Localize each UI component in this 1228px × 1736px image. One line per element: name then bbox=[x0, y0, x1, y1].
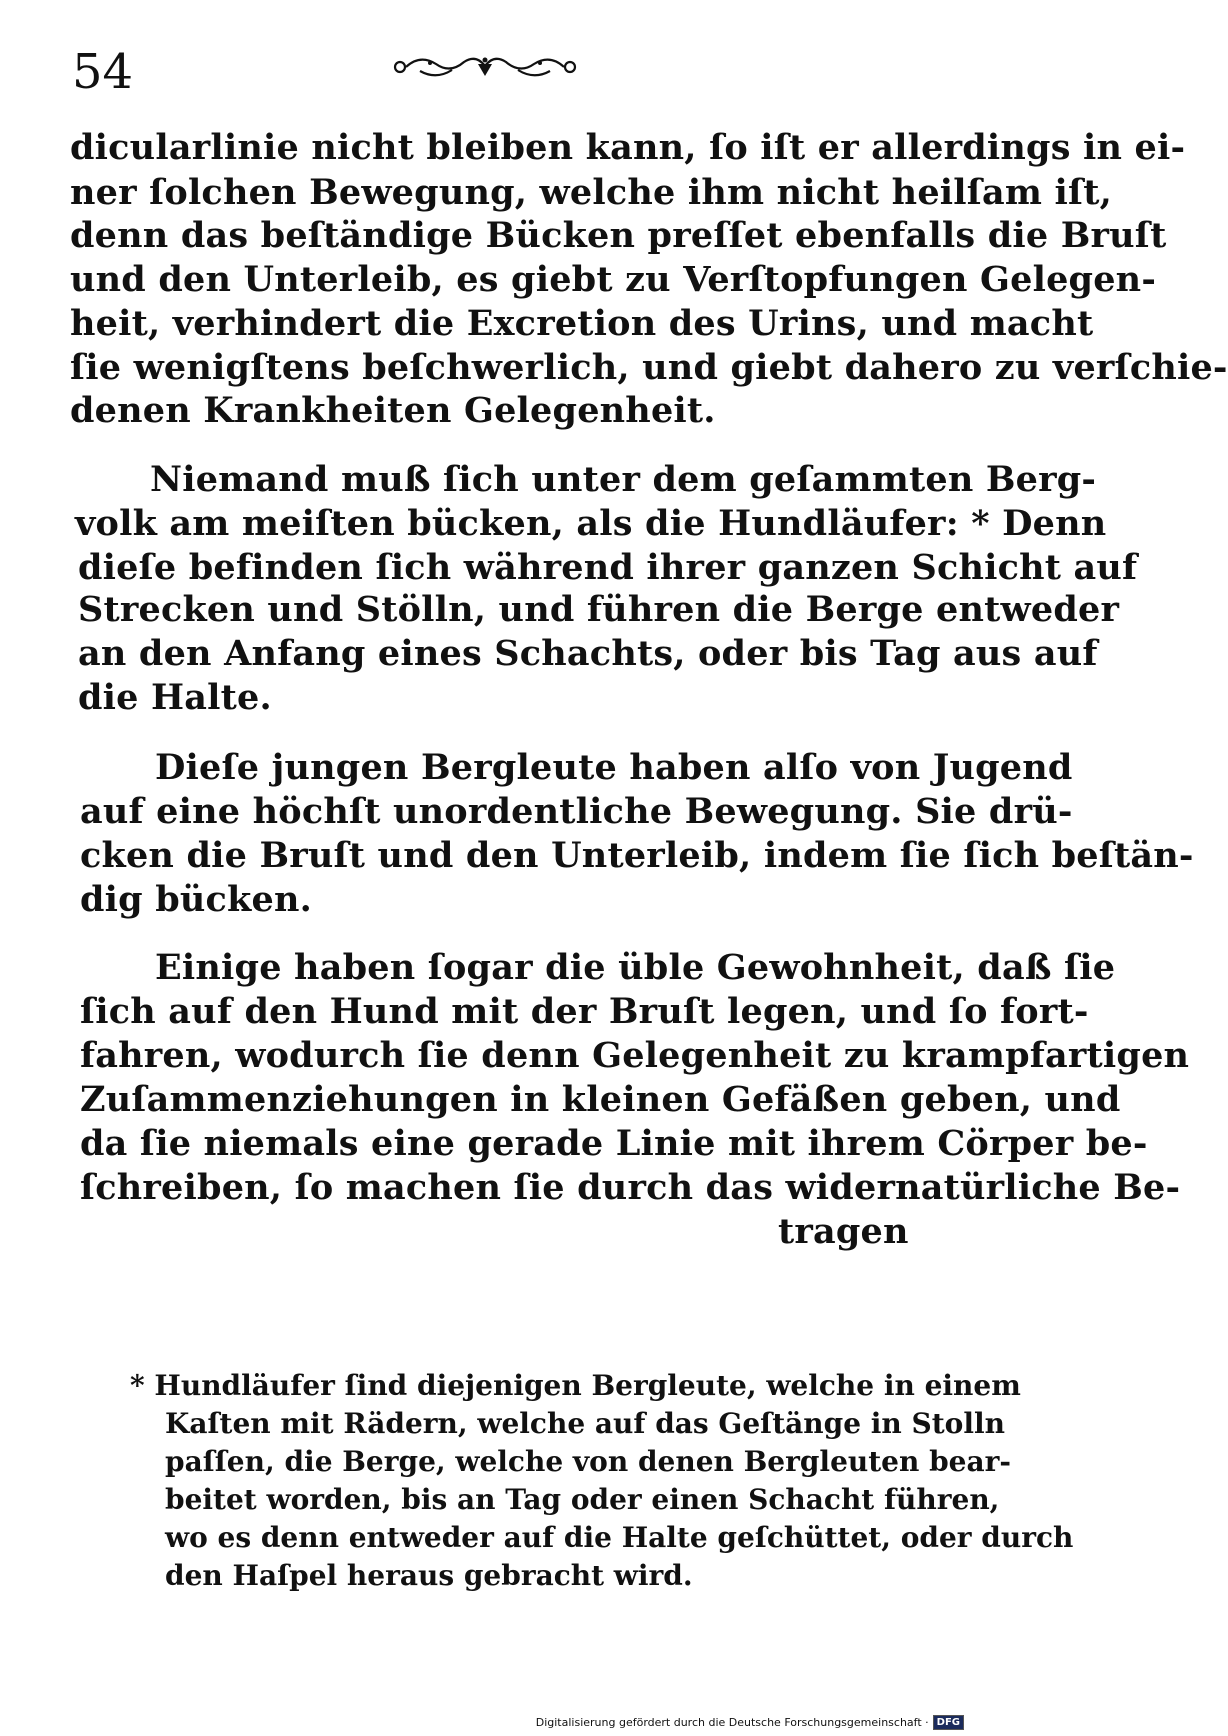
text-line: auf eine höchſt unordentliche Bewegung. Sie drü‑ bbox=[80, 791, 1073, 832]
text-line: ſie wenigſtens beſchwerlich, und giebt dahero zu verſchie‑ bbox=[70, 347, 1228, 388]
text-line: Strecken und Stölln, und führen die Berge entweder bbox=[78, 589, 1120, 630]
digitization-credit bbox=[536, 1715, 964, 1730]
text-line: dig bücken. bbox=[80, 879, 313, 920]
text-line: ner ſolchen Bewegung, welche ihm nicht heilſam iſt, bbox=[70, 172, 1113, 213]
text-line: die Halte. bbox=[78, 677, 272, 718]
text-line: dicularlinie nicht bleiben kann, ſo iſt er allerdings in ei‑ bbox=[70, 127, 1186, 168]
text-line: und den Unterleib, es giebt zu Verſtopfungen Gelegen‑ bbox=[70, 259, 1157, 300]
text-line: denen Krankheiten Gelegenheit. bbox=[70, 390, 716, 431]
text-line: dieſe befinden ſich während ihrer ganzen Schicht auf bbox=[78, 547, 1138, 588]
footnote-line: beitet worden, bis an Tag oder einen Schacht führen, bbox=[165, 1483, 1000, 1516]
credit-text: Digitalisierung gefördert durch die Deutsche Forschungsgemeinschaft · bbox=[535, 1716, 929, 1729]
text-line: cken die Bruſt und den Unterleib, indem ſie ſich beſtän‑ bbox=[80, 835, 1194, 876]
footnote-line: den Haſpel heraus gebracht wird. bbox=[165, 1559, 693, 1592]
text-line: Zuſammenziehungen in kleinen Gefäßen geben, und bbox=[80, 1079, 1121, 1120]
page-number: 54 bbox=[72, 44, 134, 100]
text-line: ſchreiben, ſo machen ſie durch das widernatürliche Be‑ bbox=[80, 1167, 1181, 1208]
text-line: an den Anfang eines Schachts, oder bis Tag aus auf bbox=[78, 633, 1098, 674]
text-line: denn das beſtändige Bücken preſſet ebenfalls die Bruſt bbox=[70, 215, 1167, 256]
text-line: volk am meiſten bücken, als die Hundläufer: * Denn bbox=[75, 503, 1107, 544]
footnote-line: paſſen, die Berge, welche von denen Bergleuten bear‑ bbox=[165, 1445, 1012, 1478]
text-line: Einige haben ſogar die üble Gewohnheit, daß ſie bbox=[155, 947, 1116, 988]
text-line: Niemand muß ſich unter dem geſammten Berg‑ bbox=[150, 459, 1097, 500]
footnote-line: * Hundläufer ſind diejenigen Bergleute, welche in einem bbox=[130, 1369, 1021, 1402]
text-line: ſich auf den Hund mit der Bruſt legen, und ſo fort‑ bbox=[80, 991, 1089, 1032]
text-line: heit, verhindert die Excretion des Urins, und macht bbox=[70, 303, 1094, 344]
footnote-line: wo es denn entweder auf die Halte geſchüttet, oder durch bbox=[165, 1521, 1074, 1554]
dfg-logo-icon: DFG bbox=[933, 1715, 964, 1730]
header-ornament-icon bbox=[390, 52, 580, 82]
footnote-line: Kaſten mit Rädern, welche auf das Geſtänge in Stolln bbox=[165, 1407, 1005, 1440]
text-line: da ſie niemals eine gerade Linie mit ihrem Cörper be‑ bbox=[80, 1123, 1148, 1164]
text-line: Dieſe jungen Bergleute haben alſo von Jugend bbox=[155, 747, 1073, 788]
text-line: tragen bbox=[778, 1211, 909, 1252]
text-line: fahren, wodurch ſie denn Gelegenheit zu krampfartigen bbox=[80, 1035, 1190, 1076]
